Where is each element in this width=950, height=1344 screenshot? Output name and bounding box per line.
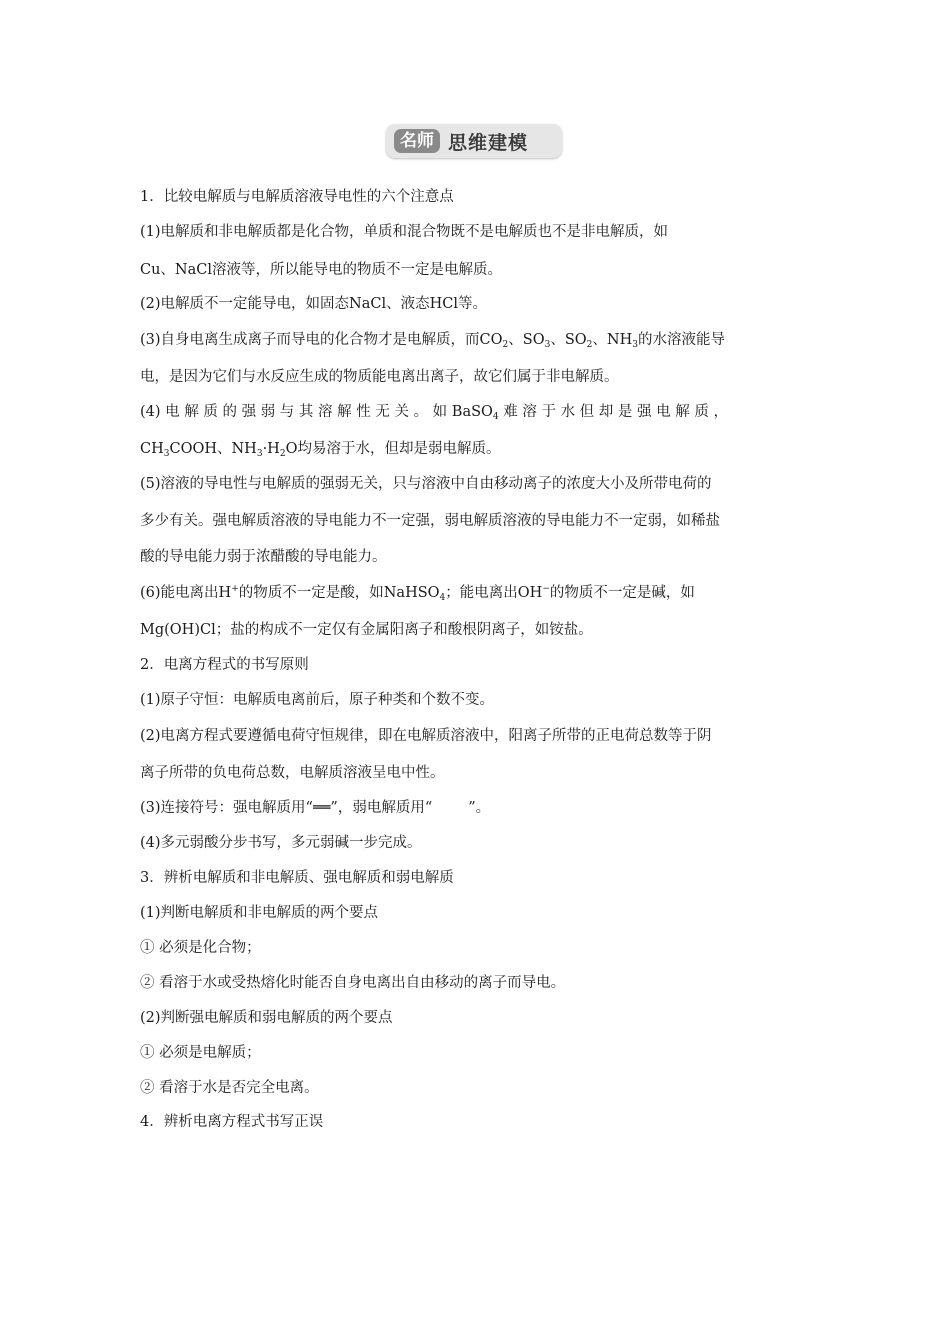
paragraph-line: (2)电离方程式要遵循电荷守恒规律，即在电解质溶液中，阳离子所带的正电荷总数等于阴 <box>140 728 712 744</box>
paragraph-line: (6)能电离出H+的物质不一定是酸，如NaHSO$_4$；能电离出OH−的物质不一定是碱，如 <box>140 584 695 603</box>
list-item: ① 必须是电解质； <box>140 1045 261 1061</box>
section-banner <box>386 124 562 158</box>
paragraph-line: (2)判断强电解质和弱电解质的两个要点 <box>140 1010 393 1026</box>
paragraph-line: 离子所带的负电荷总数，电解质溶液呈电中性。 <box>140 765 445 781</box>
paragraph-line: (1)电解质和非电解质都是化合物，单质和混合物既不是电解质也不是非电解质，如 <box>140 224 669 240</box>
paragraph-line: Mg(OH)Cl；盐的构成不一定仅有金属阳离子和酸根阴离子，如铵盐。 <box>140 622 593 638</box>
paragraph-line: 电，是因为它们与水反应生成的物质能电离出离子，故它们属于非电解质。 <box>140 369 619 385</box>
paragraph-line: 多少有关。强电解质溶液的导电能力不一定强，弱电解质溶液的导电能力不一定弱，如稀盐 <box>140 513 720 529</box>
paragraph-line: (3)连接符号：强电解质用“══”，弱电解质用“ ”。 <box>140 800 491 816</box>
heading-4: 4．辨析电离方程式书写正误 <box>140 1114 324 1130</box>
paragraph-line: 酸的导电能力弱于浓醋酸的导电能力。 <box>140 549 387 565</box>
banner-title: 思维建模 <box>448 131 529 154</box>
paragraph-line: (5)溶液的导电性与电解质的强弱无关，只与溶液中自由移动离子的浓度大小及所带电荷的 <box>140 476 712 492</box>
paragraph-line: (1)原子守恒：电解质电离前后，原子种类和个数不变。 <box>140 692 495 708</box>
banner-badge: 名师 <box>394 129 440 153</box>
paragraph-line: (1)判断电解质和非电解质的两个要点 <box>140 905 379 921</box>
paragraph-line: (4) 电 解 质 的 强 弱 与 其 溶 解 性 无 关 。 如 BaSO$_4$ 难 溶 于 水 但 却 是 强 电 解 质 ， <box>140 404 728 422</box>
list-item: ② 看溶于水是否完全电离。 <box>140 1080 319 1096</box>
paragraph-line: (2)电解质不一定能导电，如固态NaCl、液态HCl等。 <box>140 296 487 312</box>
heading-2: 2．电离方程式的书写原则 <box>140 657 309 673</box>
heading-3: 3．辨析电解质和非电解质、强电解质和弱电解质 <box>140 870 454 886</box>
heading-1: 1．比较电解质与电解质溶液导电性的六个注意点 <box>140 189 454 205</box>
paragraph-line: $CH_3COOH$、$NH_3\cdot H_2O$均易溶于水，但却是弱电解质。 <box>140 441 501 459</box>
list-item: ② 看溶于水或受热熔化时能否自身电离出自由移动的离子而导电。 <box>140 975 566 991</box>
paragraph-line: (3)自身电离生成离子而导电的化合物才是电解质，而$CO_2$、$SO_3$、$SO_2$、$NH_3$的水溶液能导 <box>140 332 725 350</box>
paragraph-line: (4)多元弱酸分步书写，多元弱碱一步完成。 <box>140 835 422 851</box>
paragraph-line: Cu、NaCl溶液等，所以能导电的物质不一定是电解质。 <box>140 262 502 278</box>
list-item: ① 必须是化合物； <box>140 940 261 956</box>
